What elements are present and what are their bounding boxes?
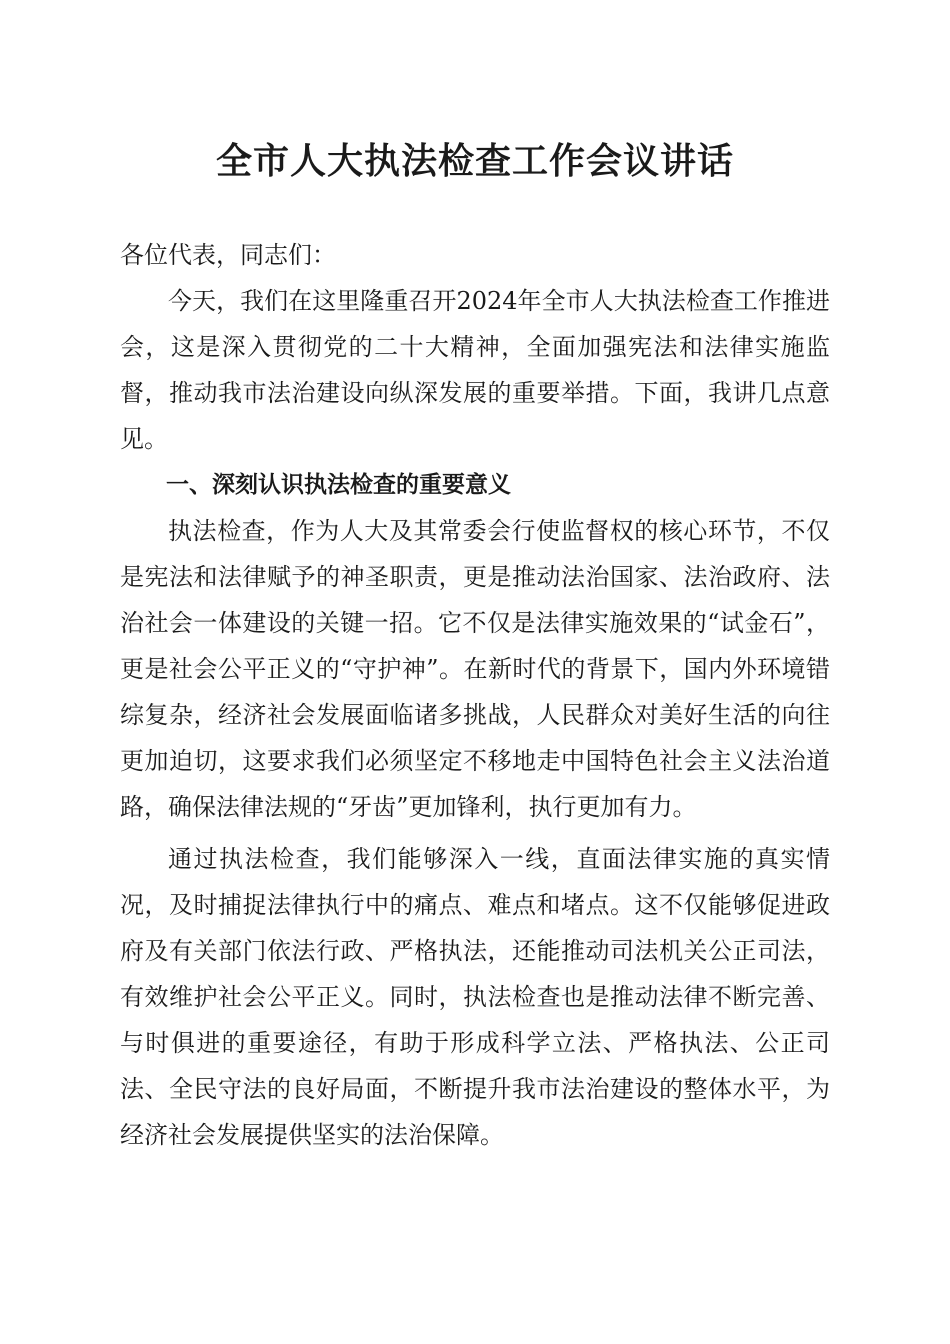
section1-paragraph-1: 执法检查，作为人大及其常委会行使监督权的核心环节，不仅是宪法和法律赋予的神圣职责，更是推动法治国家、法治政府、法治社会一体建设的关键一招。它不仅是法律实施效果的“试金石”，更是社会公平正义的“守护神”。在新时代的背景下，国内外环境错综复杂，经济社会发展面临诸多挑战，人民群众对美好生活的向往更加迫切，这要求我们必须坚定不移地走中国特色社会主义法治道路，确保法律法规的“牙齿”更加锋利，执行更加有力。 <box>120 517 830 821</box>
salutation: 各位代表，同志们： <box>120 241 336 269</box>
intro-paragraph: 今天，我们在这里隆重召开2024年全市人大执法检查工作推进会，这是深入贯彻党的二十大精神，全面加强宪法和法律实施监督，推动我市法治建设向纵深发展的重要举措。下面，我讲几点意见。 <box>120 287 830 453</box>
section1-paragraph-2: 通过执法检查，我们能够深入一线，直面法律实施的真实情况，及时捕捉法律执行中的痛点、难点和堵点。这不仅能够促进政府及有关部门依法行政、严格执法，还能推动司法机关公正司法，有效维护社会公平正义。同时，执法检查也是推动法律不断完善、与时俱进的重要途径，有助于形成科学立法、严格执法、公正司法、全民守法的良好局面，不断提升我市法治建设的整体水平，为经济社会发展提供坚实的法治保障。 <box>120 845 830 1149</box>
section-heading-1: 一、深刻认识执法检查的重要意义 <box>166 472 511 498</box>
document-title: 全市人大执法检查工作会议讲话 <box>215 140 734 182</box>
document-body <box>120 232 830 1158</box>
